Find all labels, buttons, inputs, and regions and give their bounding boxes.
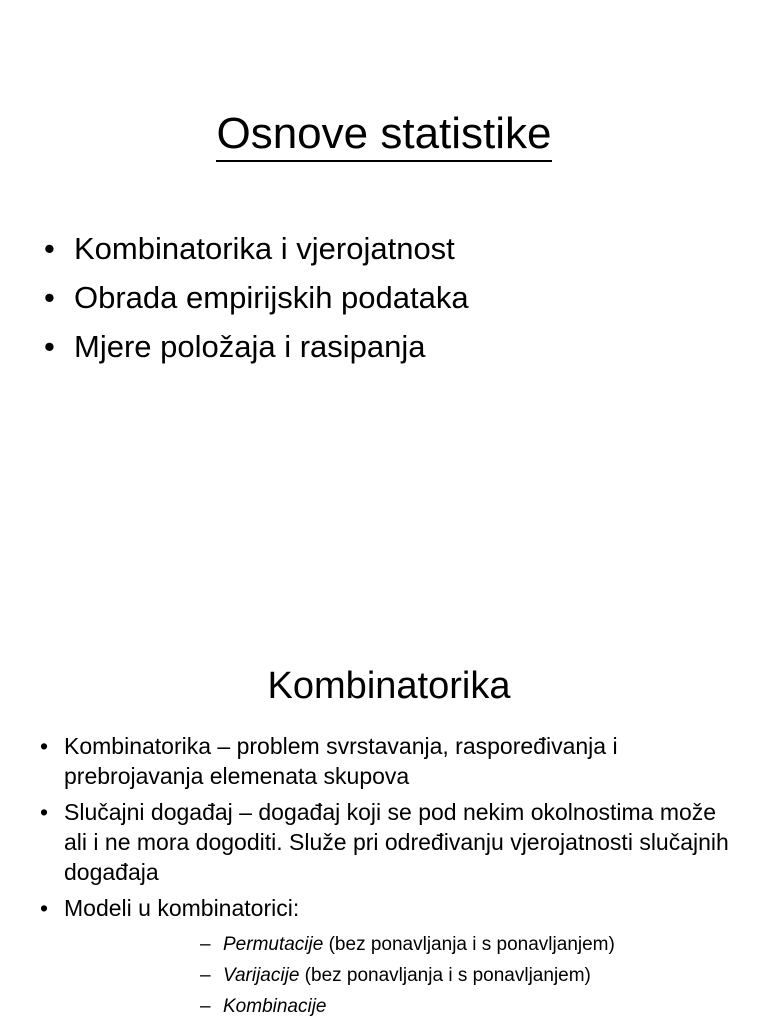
dash-icon: – bbox=[200, 996, 211, 1017]
model-term: Varijacije bbox=[223, 965, 300, 986]
model-item bbox=[200, 929, 615, 960]
slide-1-item-text: Mjere položaja i rasipanja bbox=[74, 329, 426, 364]
slide-2-title: Kombinatorika bbox=[267, 665, 511, 707]
dash-icon: – bbox=[200, 965, 211, 986]
slide-1-list-item bbox=[44, 322, 469, 371]
slide-2-list-item bbox=[40, 797, 740, 887]
slide-2-list-item bbox=[40, 731, 740, 791]
bullet-icon: • bbox=[40, 895, 49, 921]
slide-2-item-text: Kombinatorika – problem svrstavanja, raspoređivanja i prebrojavanja elemenata skupova bbox=[64, 733, 618, 789]
slide-1-list-item bbox=[44, 224, 469, 273]
slide-1-list-item bbox=[44, 273, 469, 322]
slide-1-bullet-list bbox=[44, 224, 469, 371]
slide-1-item-text: Kombinatorika i vjerojatnost bbox=[74, 231, 455, 266]
slide-1-title-text: Osnove statistike bbox=[216, 108, 551, 162]
bullet-icon: • bbox=[44, 329, 55, 364]
dash-icon: – bbox=[200, 934, 211, 955]
model-item bbox=[200, 960, 615, 991]
model-term: Kombinacije bbox=[223, 996, 327, 1017]
model-item bbox=[200, 991, 615, 1022]
slide-2-item-text: Modeli u kombinatorici: bbox=[64, 895, 300, 921]
model-note: (bez ponavljanja i s ponavljanjem) bbox=[323, 934, 615, 955]
slide-2-list-item bbox=[40, 893, 740, 923]
model-note: (bez ponavljanja i s ponavljanjem) bbox=[299, 965, 591, 986]
bullet-icon: • bbox=[44, 280, 55, 315]
slide-1-item-text: Obrada empirijskih podataka bbox=[74, 280, 469, 315]
slide-1-title bbox=[0, 104, 768, 164]
slide-2-item-text: Slučajni događaj – događaj koji se pod nekim okolnostima može ali i ne mora dogoditi. Služe pri određivanju vjerojatnosti slučajnih događaja bbox=[64, 799, 729, 885]
combinatorics-models-list bbox=[200, 929, 615, 1022]
bullet-icon: • bbox=[44, 231, 55, 266]
model-term: Permutacije bbox=[223, 934, 324, 955]
bullet-icon: • bbox=[40, 799, 49, 825]
slide-2-bullet-list bbox=[40, 731, 740, 929]
bullet-icon: • bbox=[40, 733, 49, 759]
